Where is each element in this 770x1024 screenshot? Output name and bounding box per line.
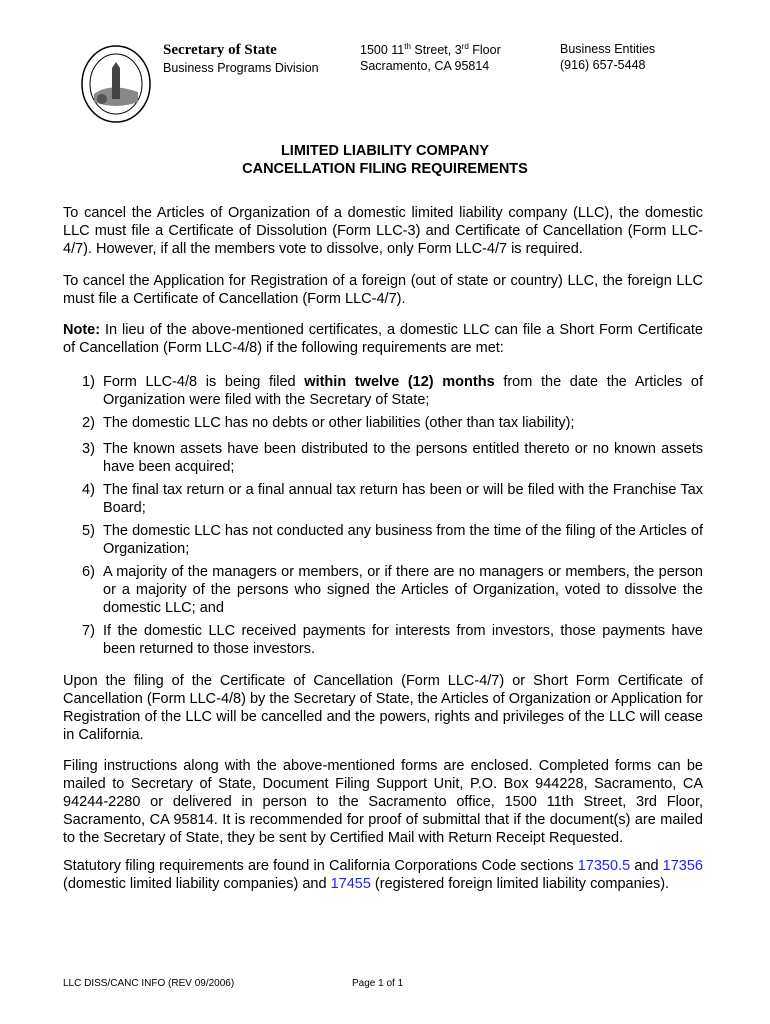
list-text: The domestic LLC has not conducted any business from the time of the filing of the Articles of Organization; [103,523,703,557]
note-label: Note: [63,322,101,338]
paragraph: To cancel the Application for Registration of a foreign (out of state or country) LLC, the foreign LLC must file a Certificate of Cancellation (Form LLC-4/7). [63,273,703,307]
text: (registered foreign limited liability companies). [370,876,670,892]
paragraph: Upon the filing of the Certificate of Cancellation (Form LLC-4/7) or Short Form Certificate of Cancellation (Form LLC-4/8) by the Secretary of State, the Articles of Organization or Application for Registration of the LLC will be cancelled and the powers, rights and privileges of the LLC will cease in California. [63,673,703,743]
statute-paragraph [63,857,703,893]
link-17455[interactable]: 17455 [330,876,371,892]
text: Statutory filing requirements are found in California Corporations Code sections [63,858,578,874]
list-number: 5) [82,523,95,539]
text: and [630,858,663,874]
list-emphasis: within twelve (12) months [304,374,495,390]
list-item [63,481,703,517]
division-name: Business Programs Division [163,61,319,75]
address-city: Sacramento, CA 95814 [360,59,490,73]
list-item [63,414,703,432]
list-text: A majority of the managers or members, or if there are no managers or members, the person or a majority of the persons who signed the Articles of Organization, voted to dissolve the domestic LLC; and [103,564,703,616]
list-number: 6) [82,564,95,580]
list-text: The domestic LLC has no debts or other liabilities (other than tax liability); [103,415,575,431]
list-number: 1) [82,374,95,390]
address-text: Street, 3 [410,43,462,57]
page-title [0,142,770,178]
note-paragraph [63,321,703,357]
text: (domestic limited liability companies) and [63,876,331,892]
list-item [63,440,703,476]
address-sup: rd [461,42,469,51]
address-sup: th [404,42,411,51]
paragraph: To cancel the Articles of Organization of a domestic limited liability company (LLC), the domestic LLC must file a Certificate of Dissolution (Form LLC-3) and Certificate of Cancellation (Form LLC-4/7). However, if all the members vote to dissolve, only Form LLC-4/7 is required. [63,205,703,257]
address [360,42,501,74]
california-seal-logo [80,44,152,124]
address-text: 1500 11 [360,43,405,57]
org-name: Secretary of State [163,42,277,58]
paragraph: Filing instructions along with the above-mentioned forms are enclosed. Completed forms can be mailed to Secretary of State, Document Filing Support Unit, P.O. Box 944228, Sacramento, CA 94244-2280 or delivered in person to the Sacramento office, 1500 11th Street, 3rd Floor, Sacramento, CA 95814. It is recommended for proof of submittal that if the document(s) are mailed to the Secretary of State, they be sent by Certified Mail with Return Receipt Requested. [63,758,703,846]
list-text: from the date the Articles of Organization were filed with the Secretary of State; [103,374,704,408]
list-number: 4) [82,482,95,498]
list-number: 7) [82,623,95,639]
list-text: The known assets have been distributed to the persons entitled thereto or no known assets have been acquired; [103,441,703,475]
list-text: The final tax return or a final annual tax return has been or will be filed with the Franchise Tax Board; [103,482,703,516]
footer-form-id: LLC DISS/CANC INFO (REV 09/2006) [63,978,235,989]
list-item [63,563,703,617]
title-line: LIMITED LIABILITY COMPANY [280,143,490,159]
list-text: Form LLC-4/8 is being filed [103,374,305,390]
phone: (916) 657-5448 [560,58,646,72]
link-17350-5[interactable]: 17350.5 [577,858,631,874]
address-text: Floor [468,43,501,57]
list-number: 3) [82,441,95,457]
link-17356[interactable]: 17356 [662,858,703,874]
contact [560,41,655,73]
list-text: If the domestic LLC received payments for interests from investors, those payments have been returned to those investors. [103,623,703,657]
footer-page-number: Page 1 of 1 [352,978,404,989]
list-item [63,622,703,658]
list-item [63,522,703,558]
note-text: In lieu of the above-mentioned certificates, a domestic LLC can file a Short Form Certificate of Cancellation (Form LLC-4/8) if the following requirements are met: [63,322,703,356]
title-line: CANCELLATION FILING REQUIREMENTS [242,161,528,177]
list-item [63,373,703,409]
department: Business Entities [560,42,656,56]
list-number: 2) [82,415,95,431]
